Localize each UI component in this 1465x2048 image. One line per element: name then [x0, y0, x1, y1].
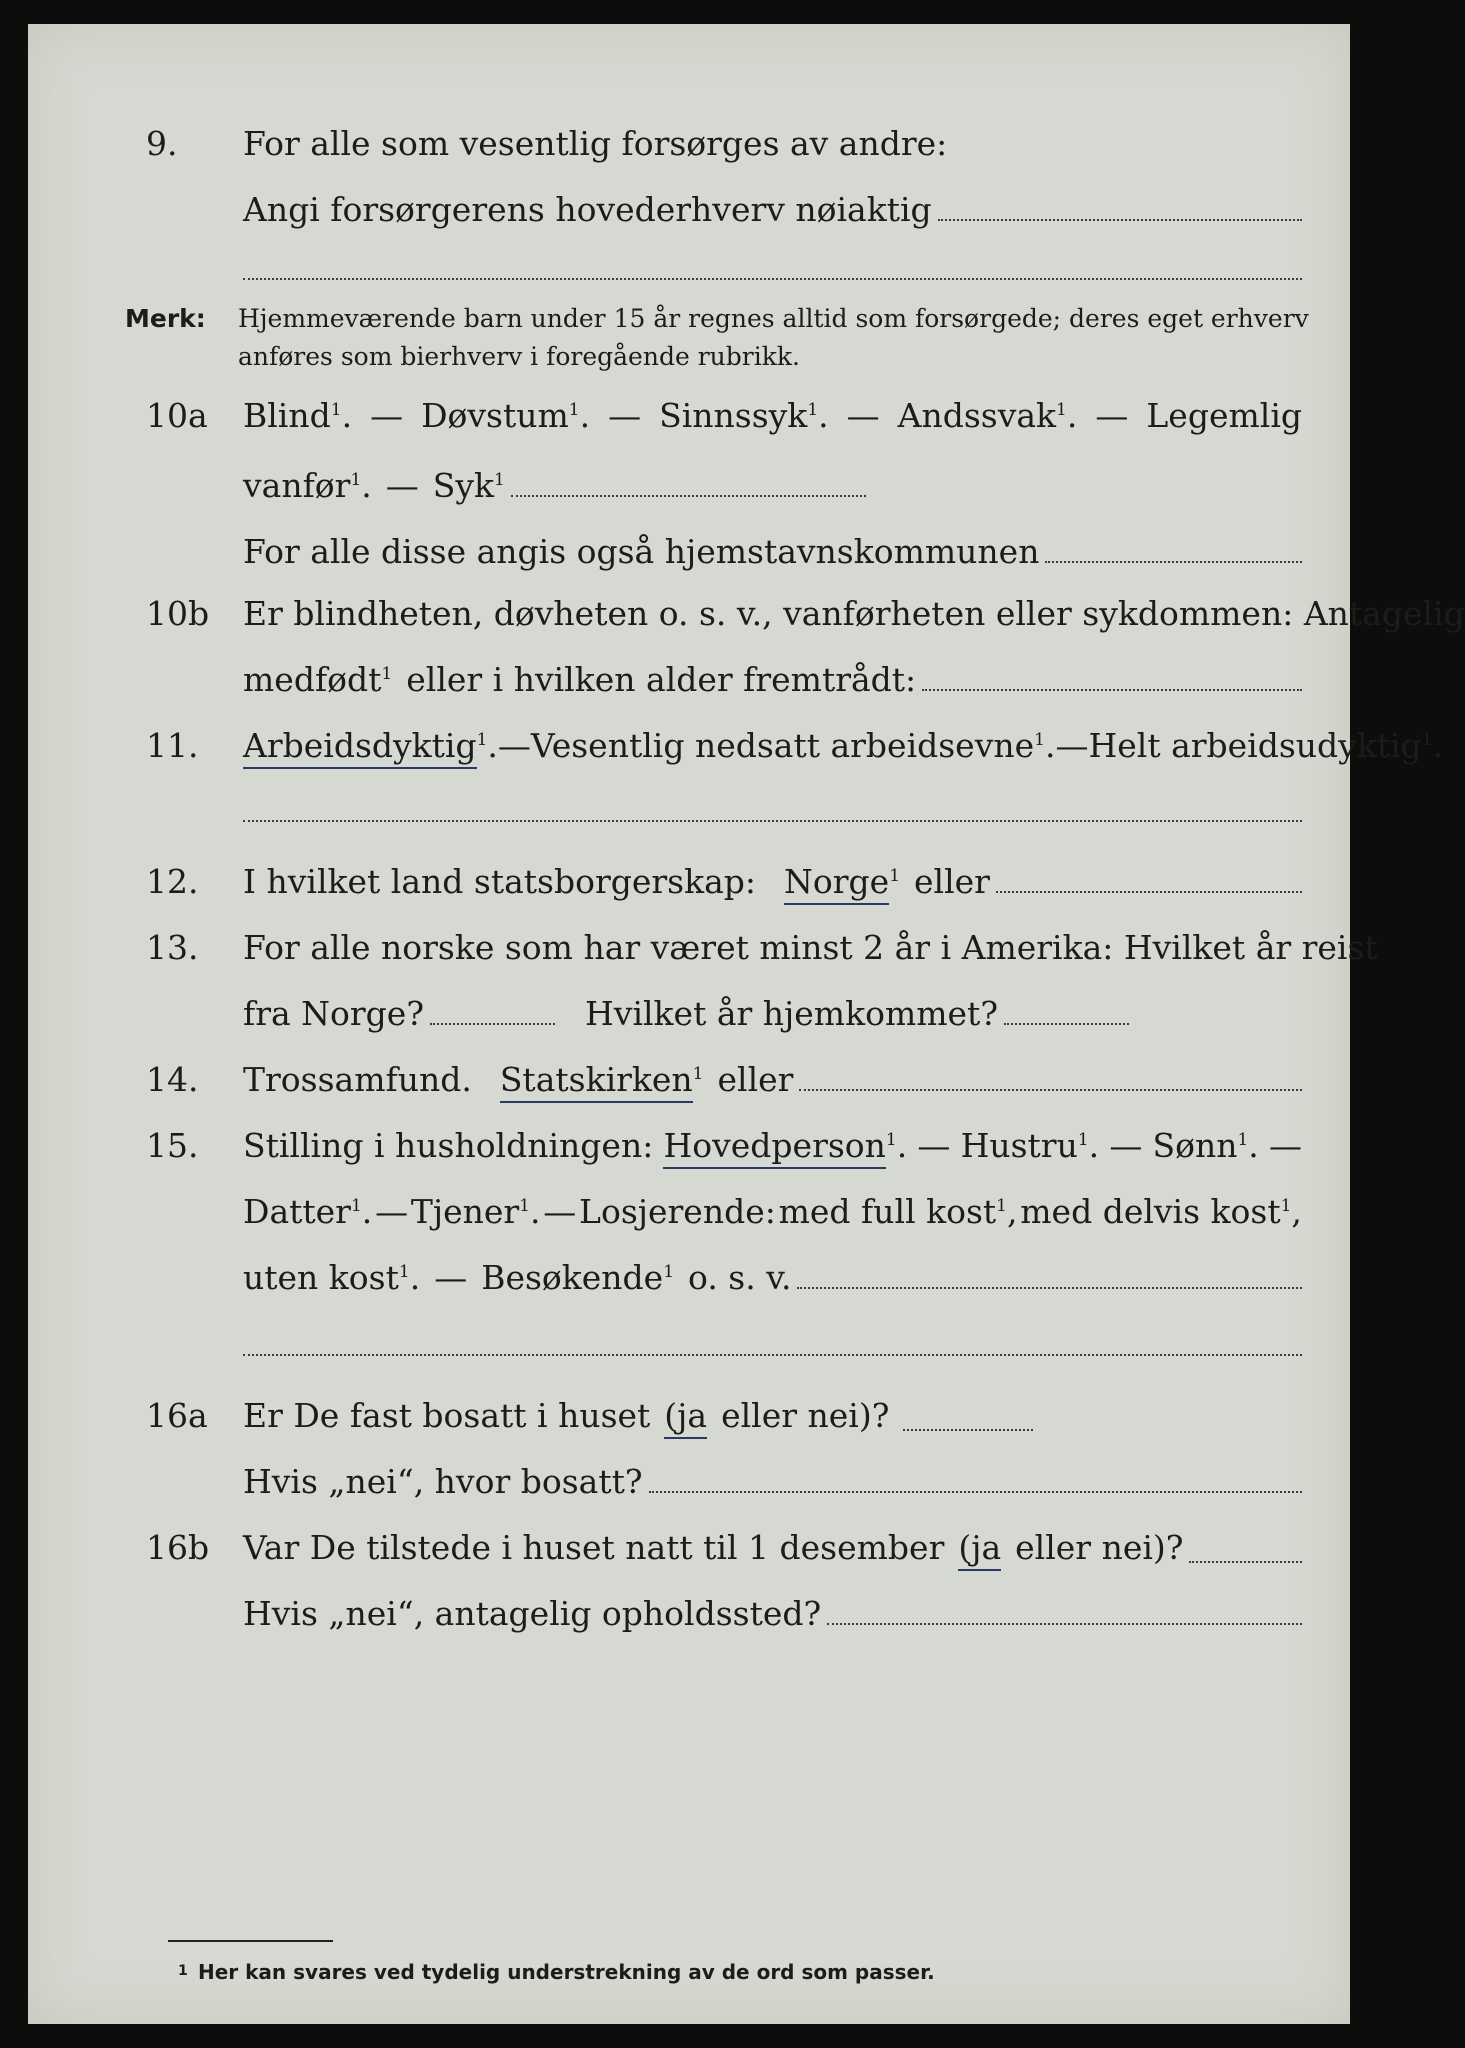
opt-andssvak[interactable]: Andssvak: [897, 396, 1057, 435]
q16b-text: Var De tilstede i huset natt til 1 desember: [243, 1528, 945, 1567]
q14-eller: eller: [717, 1060, 794, 1099]
opt-hustru[interactable]: Hustru: [960, 1126, 1078, 1165]
opt-sonn[interactable]: Sønn: [1152, 1126, 1238, 1165]
q16a-rest: eller nei)?: [721, 1396, 890, 1435]
q16b-line2: Hvis „nei“, antagelig opholdssted?: [243, 1594, 822, 1633]
opt-norge[interactable]: Norge: [784, 862, 889, 905]
q10a-hjemstavn-line[interactable]: [1045, 561, 1302, 563]
q10a-syk-line[interactable]: [511, 495, 866, 497]
q16a-answer-line[interactable]: [903, 1429, 1033, 1431]
opt-nedsatt[interactable]: Vesentlig nedsatt arbeidsevne: [530, 726, 1035, 765]
opt-hovedperson[interactable]: Hovedperson: [663, 1126, 885, 1169]
q10a-number: 10a: [146, 396, 208, 435]
opt-besokende[interactable]: Besøkende: [481, 1258, 664, 1297]
q10b-line2: eller i hvilken alder fremtrådt:: [406, 660, 917, 699]
opt-legemlig[interactable]: Legemlig: [1146, 396, 1302, 435]
footnote: [178, 1960, 935, 1984]
q13-number: 13.: [146, 928, 199, 967]
q13-hjem-line[interactable]: [1004, 1023, 1129, 1025]
q15-label: Stilling i husholdningen:: [243, 1126, 654, 1165]
opt-vanfor[interactable]: vanfør: [243, 466, 351, 505]
q13-hjem-label: Hvilket år hjemkommet?: [585, 994, 999, 1033]
q16a-number: 16a: [146, 1396, 208, 1435]
q15-osv: o. s. v.: [688, 1258, 792, 1297]
q10b-number: 10b: [146, 594, 210, 633]
q14-text: Trossamfund.: [243, 1060, 472, 1099]
q10a-line3: For alle disse angis også hjemstavnskommunen: [243, 532, 1040, 571]
q13-reist-line[interactable]: [430, 1023, 555, 1025]
merk-label: Merk:: [125, 304, 206, 333]
q16a-line2: Hvis „nei“, hvor bosatt?: [243, 1462, 643, 1501]
q12-answer-line[interactable]: [996, 891, 1302, 893]
opt-tjener[interactable]: Tjener: [410, 1192, 520, 1231]
opt-statskirken[interactable]: Statskirken: [500, 1060, 693, 1103]
footnote-number: 1: [178, 1963, 188, 1979]
q9-extra-line[interactable]: [243, 278, 1302, 280]
q10b-line1: Er blindheten, døvheten o. s. v., vanførheten eller sykdommen: Antagelig: [243, 594, 1465, 633]
opt-arbeidsdyktig[interactable]: Arbeidsdyktig: [243, 726, 477, 769]
opt-medfodt[interactable]: medfødt: [243, 660, 382, 699]
opt-delvis-kost[interactable]: med delvis kost: [1020, 1192, 1281, 1231]
q16b-answer-line[interactable]: [1189, 1561, 1302, 1563]
q16a-text: Er De fast bosatt i huset: [243, 1396, 651, 1435]
merk-line2: anføres som bierhverv i foregående rubrikk.: [238, 342, 800, 371]
q16b-rest: eller nei)?: [1015, 1528, 1184, 1567]
opt-dovstum[interactable]: Døvstum: [421, 396, 569, 435]
q15-losjerende: Losjerende:: [579, 1192, 776, 1231]
opt-udyktig[interactable]: Helt arbeidsudyktig: [1088, 726, 1422, 765]
q14-answer-line[interactable]: [799, 1089, 1302, 1091]
q16b-opholdssted-line[interactable]: [827, 1623, 1302, 1625]
q15-answer-line[interactable]: [797, 1287, 1302, 1289]
q10b-answer-line[interactable]: [922, 689, 1302, 691]
merk-line1: Hjemmeværende barn under 15 år regnes alltid som forsørgede; deres eget erhverv: [238, 304, 1309, 333]
opt-full-kost[interactable]: med full kost: [778, 1192, 997, 1231]
q12-number: 12.: [146, 862, 199, 901]
opt-16a-ja[interactable]: (ja: [664, 1396, 707, 1439]
q13-line1: For alle norske som har været minst 2 år i Amerika: Hvilket år reist: [243, 928, 1378, 967]
q14-number: 14.: [146, 1060, 199, 1099]
q12-text: I hvilket land statsborgerskap:: [243, 862, 757, 901]
opt-16b-ja[interactable]: (ja: [958, 1528, 1001, 1571]
q15-extra-line[interactable]: [243, 1354, 1302, 1356]
q16b-number: 16b: [146, 1528, 210, 1567]
q15-number: 15.: [146, 1126, 199, 1165]
q9-answer-line[interactable]: [938, 219, 1302, 221]
q9-number: 9.: [146, 124, 178, 163]
q12-eller: eller: [914, 862, 990, 901]
q13-reist-label: fra Norge?: [243, 994, 425, 1033]
q11-number: 11.: [146, 726, 199, 765]
q9-text: For alle som vesentlig forsørges av andre:: [243, 124, 948, 163]
opt-sinnssyk[interactable]: Sinnssyk: [659, 396, 808, 435]
footnote-text: Her kan svares ved tydelig understrekning av de ord som passer.: [198, 1960, 935, 1984]
opt-blind[interactable]: Blind: [243, 396, 331, 435]
census-form-page: 9. For alle som vesentlig forsørges av andre: Angi forsørgerens hovederhverv nøiaktig Merk: Hjemmeværende barn under 15 år regnes alltid som forsørgede; deres eget erhverv anføres som bierhverv i foregående rubrikk. 10a Blind$^1$. — Døvstum$^1$. — Sinnssyk$^1$. — Andssvak$^1$. — Legemlig vanfør$^1$. — Syk$^1$ For alle disse angis også hjemstavnskommunen 10b Er blindheten, døvheten o. s. v., vanførheten eller sykdommen: Antagelig medfødt$^1$ eller i hvilken alder fremtrådt: 11. Arbeidsdyktig$^1$. — Vesentlig nedsatt arbeidsevne$^1$. — Helt arbeidsudyktig$^1$. 12. I hvilket land statsborgerskap: Norge$^1$ eller 13. For alle norske som har været minst 2 år i Amerika: Hvilket år reist fra Norge? Hvilket år hjemkommet? 14. Trossamfund. Statskirken$^1$ eller 15. Stilling i husholdningen: Hovedperson$^1$. — Hustru$^1$. — Sønn$^1$. — Datter$^1$. — Tjener$^1$. — Losjerende: med full kost$^1$, med delvis kost$^1$, uten kost$^1$. — Besøkende$^1$ o. s. v. 16a Er De fast bosatt i huset (ja eller nei)? Hvis „nei“, hvor bosatt? 16b Var De tilstede i huset natt til 1 desember (ja eller nei)? Hvis „nei“, antagelig opholdssted? 1 Her kan svares ved tydelig understrekning av de ord som passer.: [28, 24, 1350, 2024]
opt-syk[interactable]: Syk: [432, 466, 495, 505]
q11-extra-line[interactable]: [243, 820, 1302, 822]
q9-line2: Angi forsørgerens hovederhverv nøiaktig: [243, 190, 932, 229]
opt-datter[interactable]: Datter: [243, 1192, 351, 1231]
opt-uten-kost[interactable]: uten kost: [243, 1258, 399, 1297]
footnote-rule: [168, 1940, 333, 1942]
q16a-bosatt-line[interactable]: [649, 1491, 1302, 1493]
